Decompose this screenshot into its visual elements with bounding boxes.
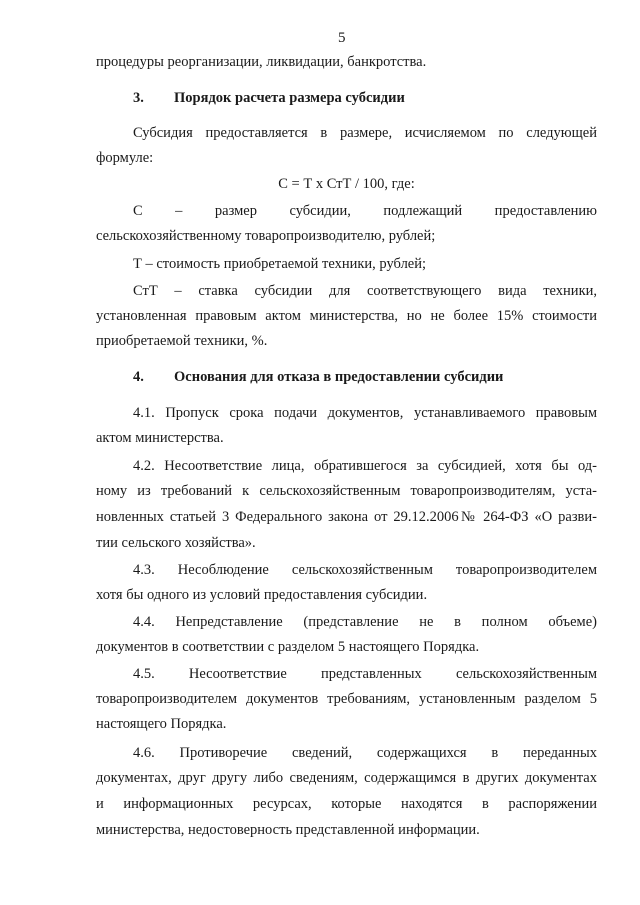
item-4-6: документах, друг другу либо сведениям, содержащимся в других документах bbox=[96, 770, 597, 786]
section3-number: 3. bbox=[133, 90, 144, 106]
definition-stt: приобретаемой техники, %. bbox=[96, 333, 268, 349]
item-4-4: документов в соответствии с разделом 5 настоящего Порядка. bbox=[96, 639, 480, 655]
page-number: 5 bbox=[338, 30, 346, 46]
item-4-1: 4.1. Пропуск срока подачи документов, устанавливаемого правовым bbox=[133, 405, 597, 421]
section3-para-line: формуле: bbox=[96, 150, 154, 166]
item-4-2: 4.2. Несоответствие лица, обратившегося за субсидией, хотя бы од- bbox=[133, 458, 597, 474]
formula: С = Т х СтТ / 100, где: bbox=[278, 176, 415, 192]
section3-title: Порядок расчета размера субсидии bbox=[174, 90, 405, 106]
definition-t: Т – стоимость приобретаемой техники, рублей; bbox=[133, 256, 427, 272]
definition-stt: установленная правовым актом министерства, но не более 15% стоимости bbox=[96, 308, 597, 324]
definition-stt: СтТ – ставка субсидии для соответствующего вида техники, bbox=[133, 283, 597, 299]
item-4-2: ному из требований к сельскохозяйственным товаропроизводителям, уста- bbox=[96, 483, 597, 499]
item-4-6: 4.6. Противоречие сведений, содержащихся в переданных bbox=[133, 745, 597, 761]
definition-c: сельскохозяйственному товаропроизводителю, рублей; bbox=[96, 228, 436, 244]
item-4-1: актом министерства. bbox=[96, 430, 224, 446]
intro-line: процедуры реорганизации, ликвидации, банкротства. bbox=[96, 54, 427, 70]
section4-title: Основания для отказа в предоставлении субсидии bbox=[174, 369, 504, 385]
item-4-3: 4.3. Несоблюдение сельскохозяйственным товаропроизводителем bbox=[133, 562, 597, 578]
item-4-6: министерства, недостоверность представленной информации. bbox=[96, 822, 480, 838]
item-4-5: настоящего Порядка. bbox=[96, 716, 227, 732]
section4-number: 4. bbox=[133, 369, 144, 385]
item-4-4: 4.4. Непредставление (представление не в полном объеме) bbox=[133, 614, 597, 630]
item-4-5: 4.5. Несоответствие представленных сельскохозяйственным bbox=[133, 666, 597, 682]
section3-para-line: Субсидия предоставляется в размере, исчисляемом по следующей bbox=[133, 125, 597, 141]
item-4-5: товаропроизводителем документов требованиям, установленным разделом 5 bbox=[96, 691, 597, 707]
item-4-2: новленных статьей 3 Федерального закона от 29.12.2006№ 264-ФЗ «О разви- bbox=[96, 509, 597, 525]
definition-c: С – размер субсидии, подлежащий предоставлению bbox=[133, 203, 597, 219]
item-4-2: тии сельского хозяйства». bbox=[96, 535, 256, 551]
item-4-3: хотя бы одного из условий предоставления субсидии. bbox=[96, 587, 428, 603]
item-4-6: и информационных ресурсах, которые находятся в распоряжении bbox=[96, 796, 597, 812]
